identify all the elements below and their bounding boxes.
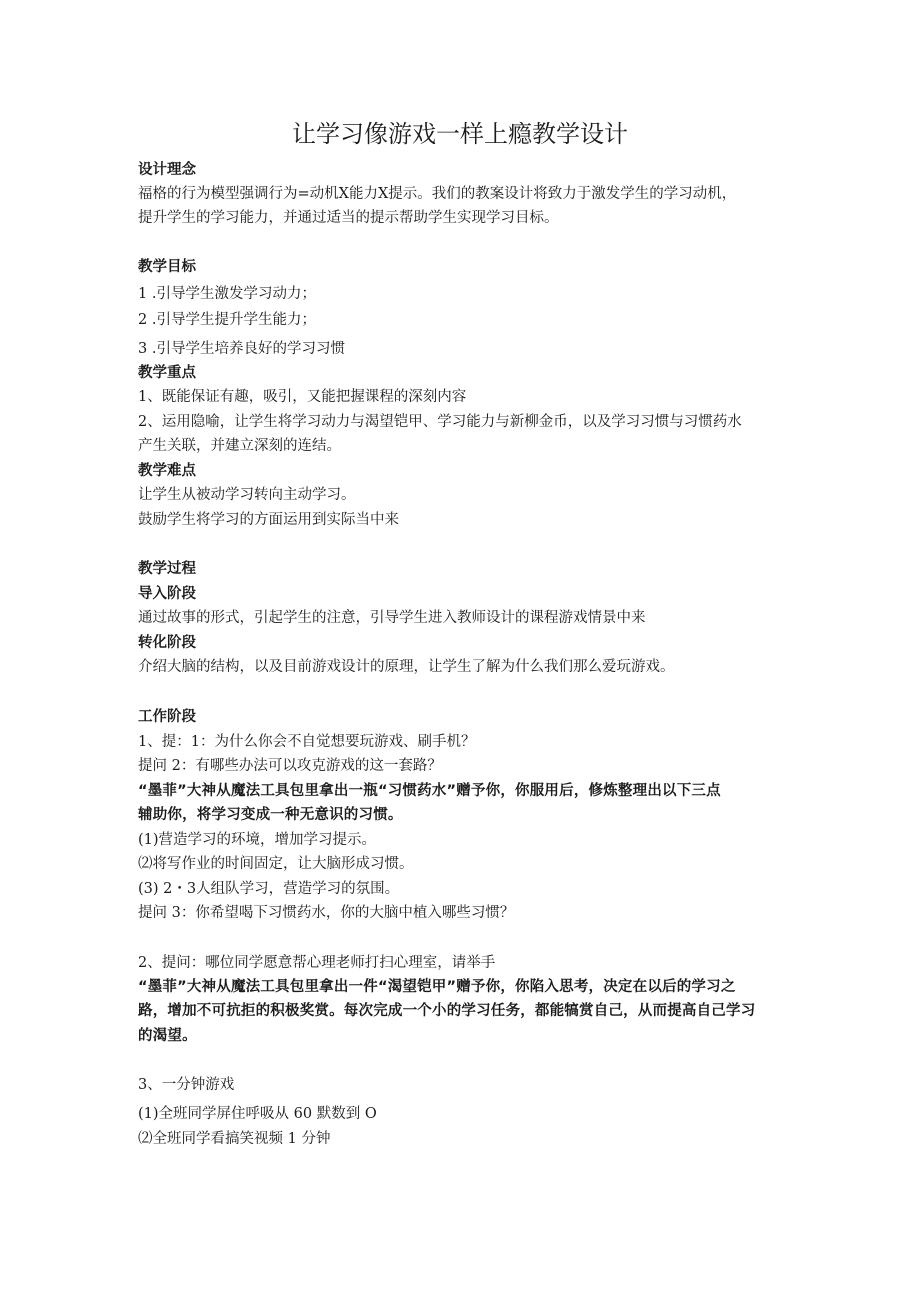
desire-armor-text: 的渴望。 — [138, 1028, 197, 1044]
transform-heading: 转化阶段 — [138, 635, 196, 651]
desire-armor-text: “墨菲”大神从魔法工具包里拿出一件“渴望铠甲”赠予你，你陷入思考，决定在以后的学习之 — [138, 979, 736, 995]
habit-item: ⑵将写作业的时间固定，让大脑形成习惯。 — [138, 856, 414, 872]
work-section-2-line: 2、提问：哪位同学愿意帮心理老师打扫心理室，请举手 — [138, 955, 496, 971]
game-item: ⑵全班同学看搞笑视频 1 分钟 — [138, 1131, 331, 1147]
work-section-3-line: 3、一分钟游戏 — [138, 1077, 235, 1093]
difficulty-line: 鼓励学生将学习的方面运用到实际当中来 — [138, 512, 399, 528]
key-point-line: 1、既能保证有趣，吸引，又能把握课程的深刻内容 — [138, 389, 467, 405]
transform-text: 介绍大脑的结构，以及目前游戏设计的原理，让学生了解为什么我们那么爱玩游戏。 — [138, 659, 675, 675]
work-heading: 工作阶段 — [138, 709, 196, 725]
concept-heading: 设计理念 — [138, 162, 196, 178]
habit-item: (3) 2・3人组队学习，营造学习的氛围。 — [138, 881, 400, 897]
work-question: 1、提：1：为什么你会不自觉想要玩游戏、刷手机？ — [138, 734, 476, 750]
work-question: 提问 3：你希望喝下习惯药水，你的大脑中植入哪些习惯？ — [138, 905, 515, 921]
goal-item: 2 .引导学生提升学生能力； — [138, 312, 316, 328]
habit-potion-text: 辅助你，将学习变成一种无意识的习惯。 — [138, 807, 403, 823]
goals-heading: 教学目标 — [138, 259, 196, 275]
goal-item: 1 .引导学生激发学习动力； — [138, 286, 316, 302]
desire-armor-text: 路，增加不可抗拒的积极奖赏。每次完成一个小的学习任务，都能犒赏自己，从而提高自己学习 — [138, 1003, 756, 1019]
difficulty-line: 让学生从被动学习转向主动学习。 — [138, 487, 356, 503]
goal-item: 3 .引导学生培养良好的学习习惯 — [138, 341, 345, 357]
document-title: 让学习像游戏一样上瘾教学设计 — [292, 120, 628, 148]
intro-heading: 导入阶段 — [138, 586, 196, 602]
intro-text: 通过故事的形式，引起学生的注意，引导学生进入教师设计的课程游戏情景中来 — [138, 610, 646, 626]
process-heading: 教学过程 — [138, 561, 196, 577]
habit-item: (1)营造学习的环境，增加学习提示。 — [138, 832, 377, 848]
key-point-line: 产生关联，并建立深刻的连结。 — [138, 438, 341, 454]
concept-line: 提升学生的学习能力，并通过适当的提示帮助学生实现学习目标。 — [138, 210, 559, 226]
key-point-line: 2、运用隐喻，让学生将学习动力与渴望铠甲、学习能力与新柳金币，以及学习习惯与习惯药水 — [138, 414, 742, 430]
key-points-heading: 教学重点 — [138, 365, 196, 381]
habit-potion-text: “墨菲”大神从魔法工具包里拿出一瓶“习惯药水”赠予你，你服用后，修炼整理出以下三点 — [138, 783, 721, 799]
concept-line: 福格的行为模型强调行为=动机X能力X提示。我们的教案设计将致力于激发学生的学习动机， — [138, 186, 737, 202]
difficulties-heading: 教学难点 — [138, 463, 196, 479]
game-item: (1)全班同学屏住呼吸从 60 默数到 O — [138, 1106, 377, 1122]
work-question: 提问 2：有哪些办法可以攻克游戏的这一套路？ — [138, 758, 442, 774]
